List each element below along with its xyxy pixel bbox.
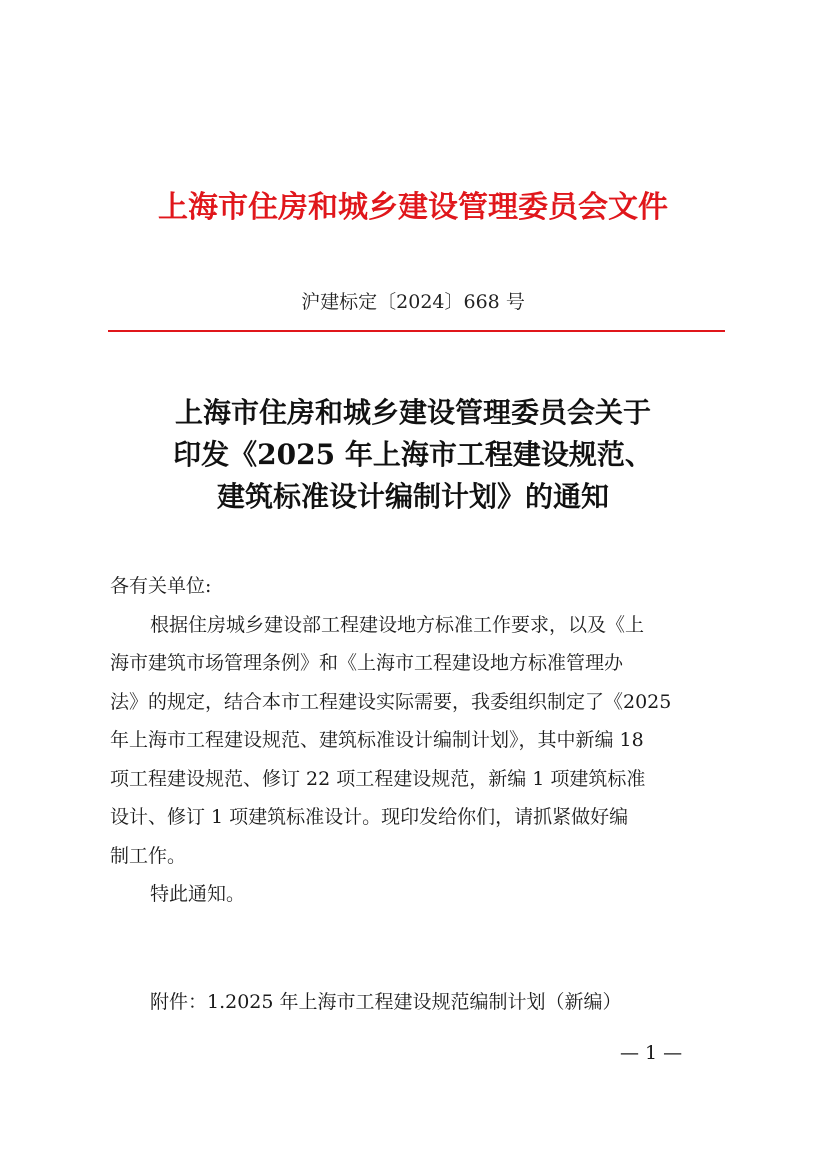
document-number: 沪建标定〔2024〕668 号 <box>301 291 525 313</box>
salutation: 各有关单位: <box>110 575 212 597</box>
issuer-header: 上海市住房和城乡建设管理委员会文件 <box>158 190 668 225</box>
title-line: 印发《2025 年上海市工程建设规范、 <box>173 438 653 471</box>
paragraph-line: 设计、修订 1 项建筑标准设计。现印发给你们，请抓紧做好编 <box>110 806 629 828</box>
title-line: 上海市住房和城乡建设管理委员会关于 <box>174 396 651 429</box>
document-body <box>110 567 720 914</box>
closing-text: 特此通知。 <box>150 883 246 905</box>
paragraph-line: 年上海市工程建设规范、建筑标准设计编制计划》，其中新编 18 <box>110 729 644 751</box>
paragraph-line: 项工程建设规范、修订 22 项工程建设规范，新编 1 项建筑标准 <box>110 767 646 790</box>
page-number: — 1 — <box>620 1042 683 1064</box>
paragraph-line: 根据住房城乡建设部工程建设地方标准工作要求，以及《上 <box>150 613 645 636</box>
document-title <box>0 392 826 518</box>
paragraph-line: 法》的规定，结合本市工程建设实际需要，我委组织制定了《2025 <box>110 690 672 713</box>
paragraph-line: 制工作。 <box>110 844 187 867</box>
red-separator-line <box>108 330 725 332</box>
title-line: 建筑标准设计编制计划》的通知 <box>216 480 609 513</box>
paragraph-line: 海市建筑市场管理条例》和《上海市工程建设地方标准管理办 <box>110 652 624 674</box>
attachment-line: 附件：1.2025 年上海市工程建设规范编制计划（新编） <box>150 991 622 1013</box>
